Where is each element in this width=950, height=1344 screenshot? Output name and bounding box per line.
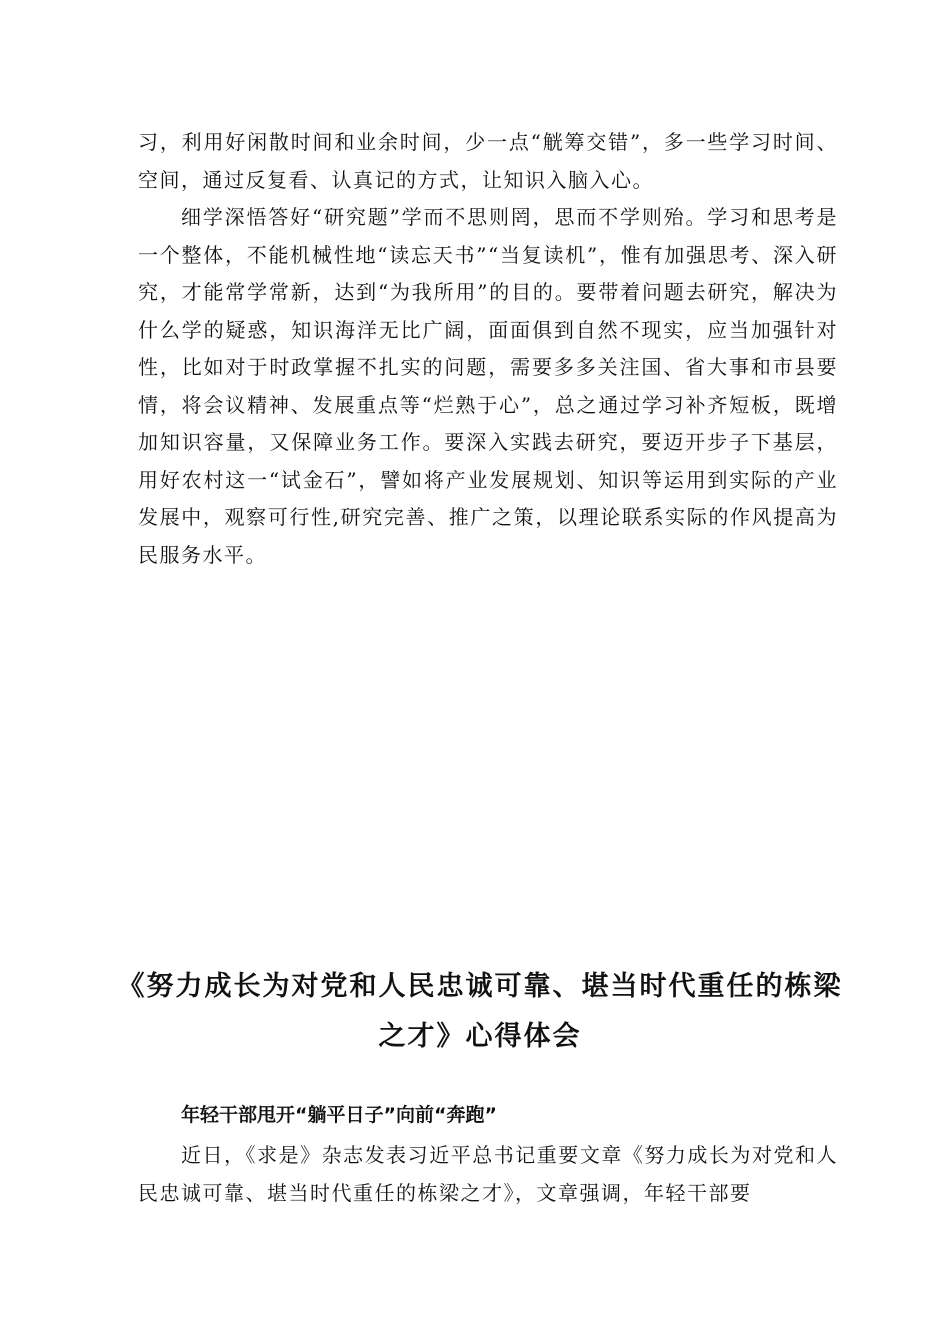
body-paragraph-research: 细学深悟答好“研究题”学而不思则罔，思而不学则殆。学习和思考是一个整体，不能机械性地“读忘天书”“当复读机”，惟有加强思考、深入研究，才能常学常新，达到“为我所用”的目的。要带着问题去研究，解决为什么学的疑惑，知识海洋无比广阔，面面俱到自然不现实，应当加强针对性，比如对于时政掌握不扎实的问题，需要多多关注国、省大事和市县要情，将会议精神、发展重点等“烂熟于心”，总之通过学习补齐短板，既增加知识容量，又保障业务工作。要深入实践去研究，要迈开步子下基层，用好农村这一“试金石”，譬如将产业发展规划、知识等运用到实际的产业发展中，观察可行性,研究完善、推广之策，以理论联系实际的作风提高为民服务水平。 [138,205,838,567]
body-paragraph-continuation: 习，利用好闲散时间和业余时间，少一点“觥筹交错”，多一些学习时间、空间，通过反复看、认真记的方式，让知识入脑入心。 [138,130,838,192]
section-subheading: 年轻干部甩开“躺平日子”向前“奔跑” [181,1104,497,1126]
article-title: 《努力成长为对党和人民忠诚可靠、堪当时代重任的栋梁之才》心得体会 [117,971,843,1052]
body-paragraph-intro: 近日，《求是》杂志发表习近平总书记重要文章《努力成长为对党和人民忠诚可靠、堪当时代重任的栋梁之才》，文章强调，年轻干部要 [138,1143,838,1205]
